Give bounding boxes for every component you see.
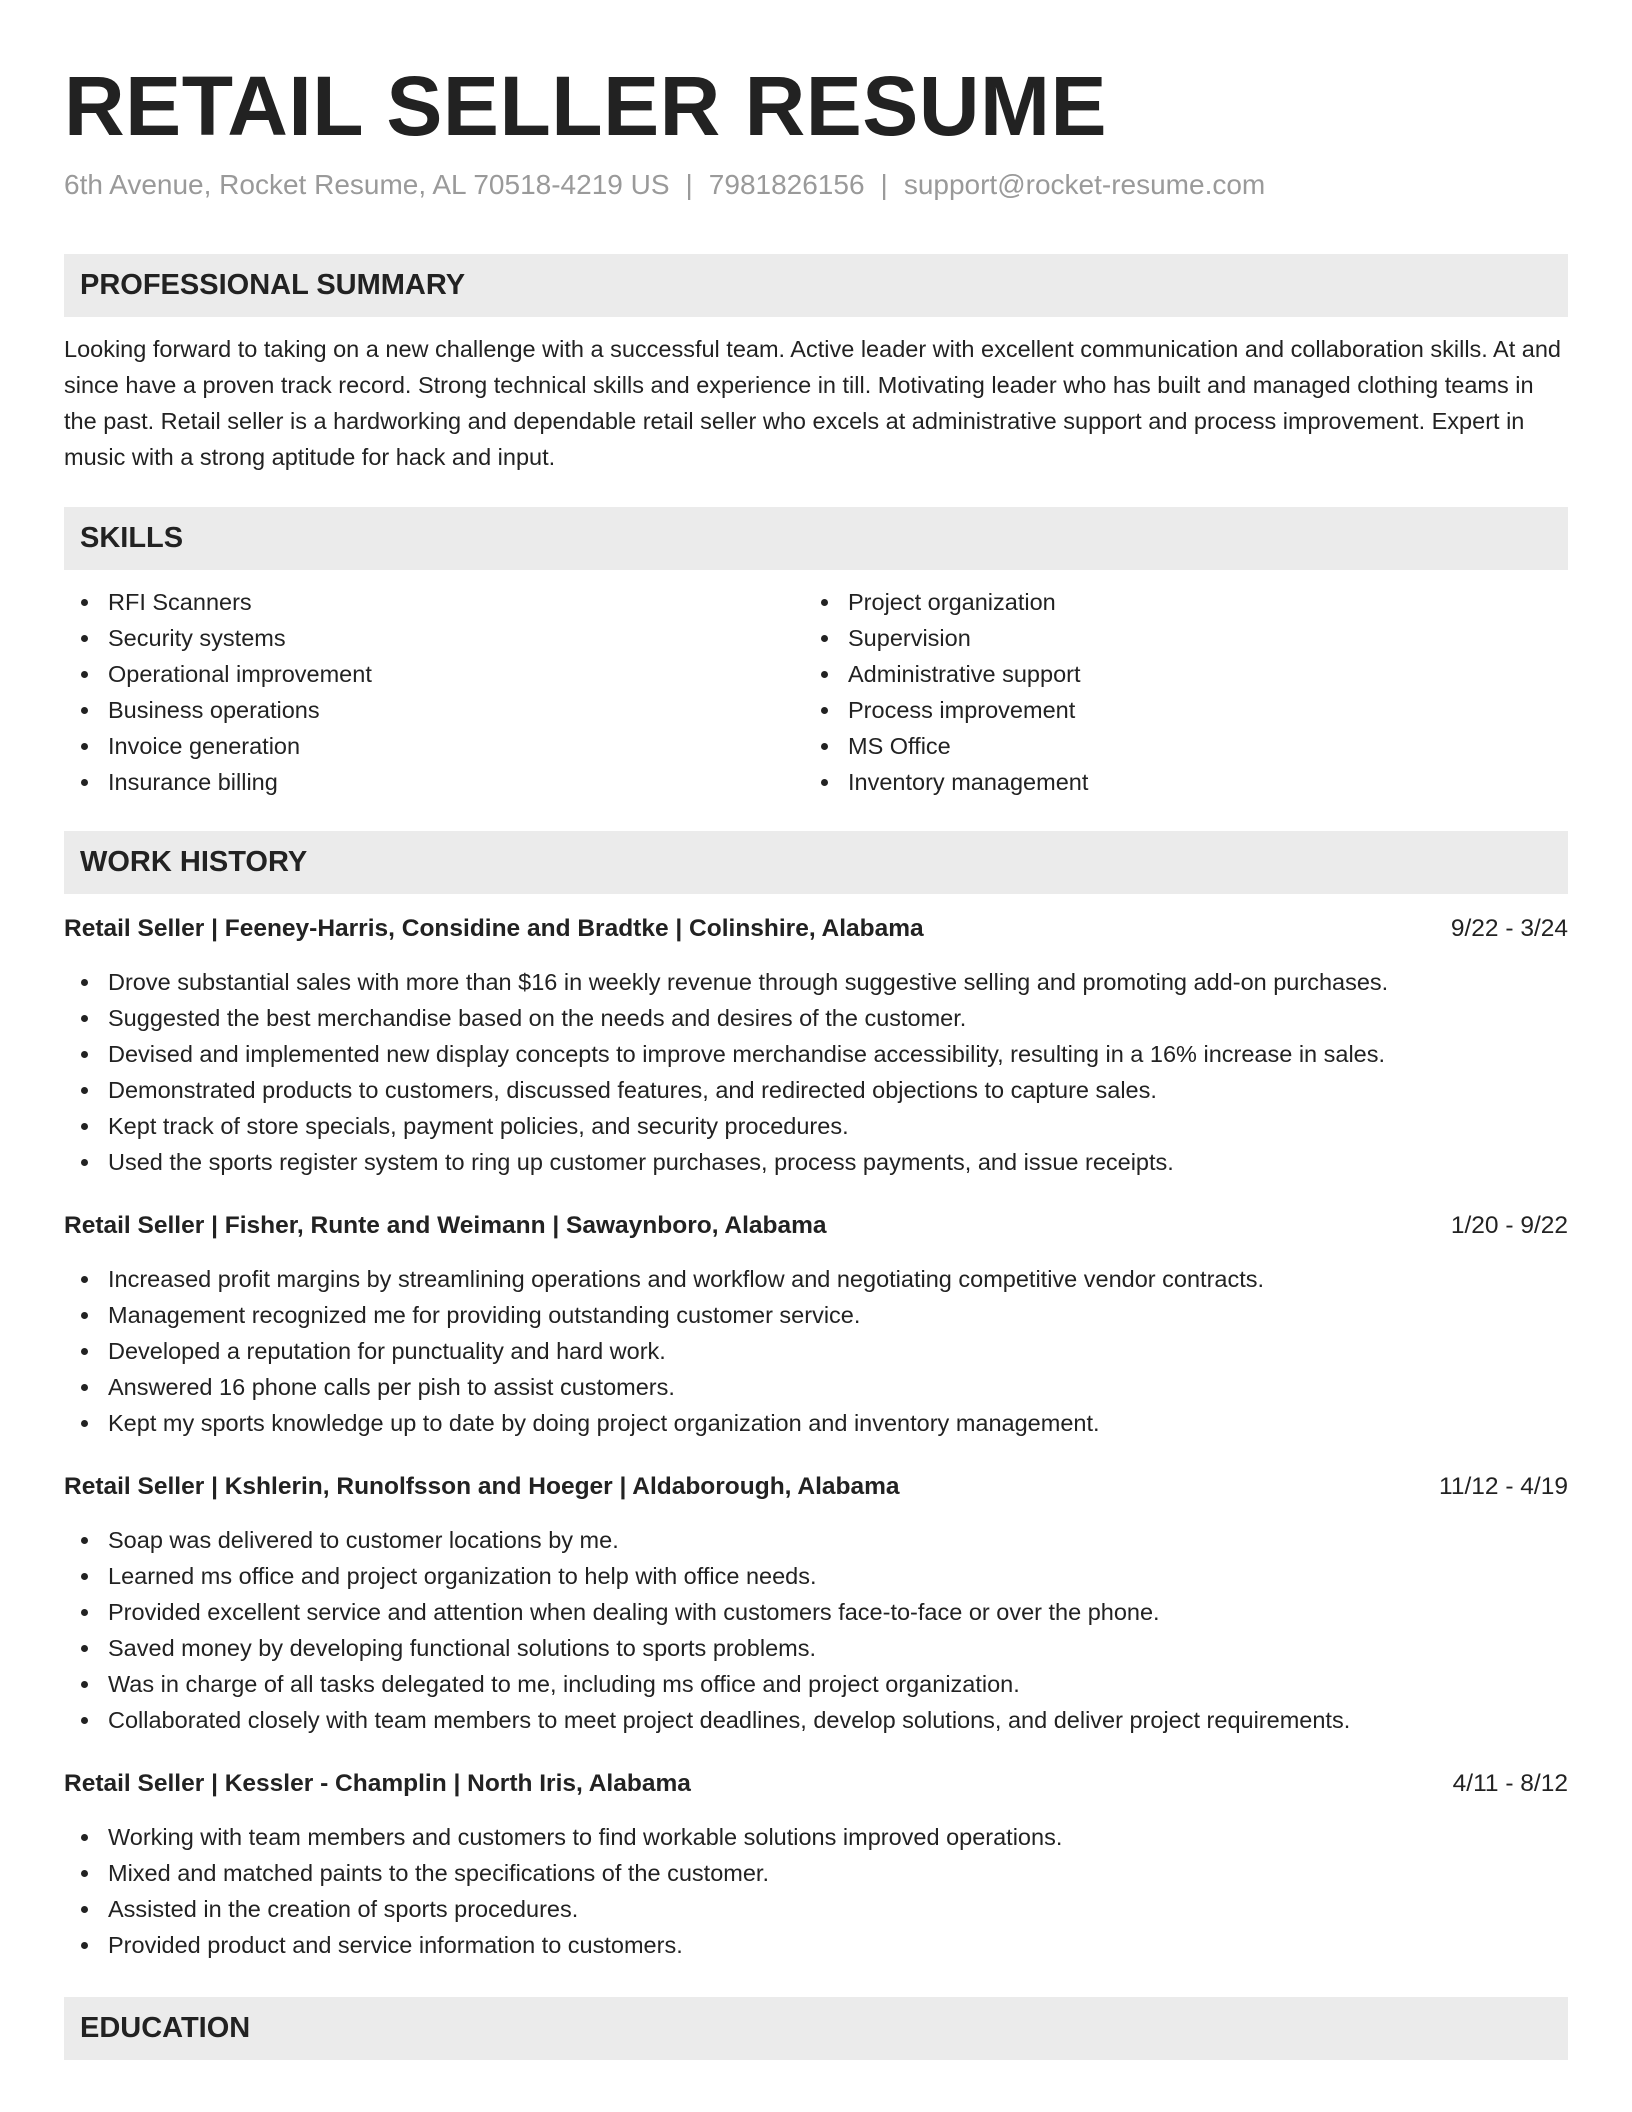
skills-column-right bbox=[804, 584, 1544, 800]
summary-heading: PROFESSIONAL SUMMARY bbox=[64, 254, 1568, 317]
skill-item: Business operations bbox=[64, 692, 804, 728]
skill-item: Invoice generation bbox=[64, 728, 804, 764]
job-header bbox=[64, 914, 1568, 944]
job-bullet: Provided excellent service and attention when dealing with customers face-to-face or over the phone. bbox=[64, 1594, 1568, 1630]
job-bullet: Used the sports register system to ring up customer purchases, process payments, and issue receipts. bbox=[64, 1144, 1568, 1180]
job-title: Retail Seller | Kshlerin, Runolfsson and Hoeger | Aldaborough, Alabama bbox=[64, 1473, 900, 1500]
job-bullet: Working with team members and customers to find workable solutions improved operations. bbox=[64, 1819, 1568, 1855]
job-bullet: Provided product and service information to customers. bbox=[64, 1927, 1568, 1963]
education-heading: EDUCATION bbox=[64, 1997, 1568, 2060]
job-bullet: Soap was delivered to customer locations by me. bbox=[64, 1522, 1568, 1558]
work-history-heading: WORK HISTORY bbox=[64, 831, 1568, 894]
skills-column-left bbox=[64, 584, 804, 800]
skill-item: Operational improvement bbox=[64, 656, 804, 692]
skill-item: Inventory management bbox=[804, 764, 1544, 800]
job-bullet: Increased profit margins by streamlining operations and workflow and negotiating competitive vendor contracts. bbox=[64, 1261, 1568, 1297]
job-bullets bbox=[64, 1819, 1568, 1963]
job-title: Retail Seller | Feeney-Harris, Considine and Bradtke | Colinshire, Alabama bbox=[64, 915, 924, 942]
job-header bbox=[64, 1769, 1568, 1799]
contact-phone: 7981826156 bbox=[708, 169, 865, 200]
skill-item: MS Office bbox=[804, 728, 1544, 764]
job-dates: 11/12 - 4/19 bbox=[1439, 1473, 1568, 1500]
job-bullet: Was in charge of all tasks delegated to me, including ms office and project organization. bbox=[64, 1666, 1568, 1702]
job-bullet: Saved money by developing functional solutions to sports problems. bbox=[64, 1630, 1568, 1666]
job-bullet: Developed a reputation for punctuality and hard work. bbox=[64, 1333, 1568, 1369]
job-bullet: Assisted in the creation of sports procedures. bbox=[64, 1891, 1568, 1927]
job-title: Retail Seller | Fisher, Runte and Weimann | Sawaynboro, Alabama bbox=[64, 1212, 827, 1239]
summary-text: Looking forward to taking on a new challenge with a successful team. Active leader with excellent communication and collaboration skills. At and since have a proven track record. Strong technical skills and experience in till. Motivating leader who has built and managed clothing teams in the past. Retail seller is a hardworking and dependable retail seller who excels at administrative support and process improvement. Expert in music with a strong aptitude for hack and input. bbox=[64, 336, 1561, 470]
contact-separator: | bbox=[685, 169, 693, 200]
job-bullet: Devised and implemented new display concepts to improve merchandise accessibility, resulting in a 16% increase in sales. bbox=[64, 1036, 1568, 1072]
job-entry bbox=[64, 914, 1568, 1180]
job-bullet: Suggested the best merchandise based on the needs and desires of the customer. bbox=[64, 1000, 1568, 1036]
skill-item: Supervision bbox=[804, 620, 1544, 656]
job-title: Retail Seller | Kessler - Champlin | North Iris, Alabama bbox=[64, 1770, 691, 1797]
contact-email: support@rocket-resume.com bbox=[903, 169, 1266, 200]
job-bullet: Collaborated closely with team members to meet project deadlines, develop solutions, and deliver project requirements. bbox=[64, 1702, 1568, 1738]
job-bullet: Kept my sports knowledge up to date by doing project organization and inventory management. bbox=[64, 1405, 1568, 1441]
contact-separator: | bbox=[880, 169, 888, 200]
skills-list bbox=[64, 584, 1568, 800]
job-dates: 9/22 - 3/24 bbox=[1450, 915, 1568, 942]
job-bullet: Management recognized me for providing outstanding customer service. bbox=[64, 1297, 1568, 1333]
skill-item: RFI Scanners bbox=[64, 584, 804, 620]
job-entry bbox=[64, 1211, 1568, 1441]
job-bullet: Answered 16 phone calls per pish to assist customers. bbox=[64, 1369, 1568, 1405]
skill-item: Project organization bbox=[804, 584, 1544, 620]
job-bullet: Kept track of store specials, payment policies, and security procedures. bbox=[64, 1108, 1568, 1144]
job-header bbox=[64, 1211, 1568, 1241]
job-bullet: Mixed and matched paints to the specifications of the customer. bbox=[64, 1855, 1568, 1891]
job-bullet: Learned ms office and project organization to help with office needs. bbox=[64, 1558, 1568, 1594]
contact-line bbox=[64, 168, 1568, 202]
job-bullets bbox=[64, 1522, 1568, 1738]
page-title: RETAIL SELLER RESUME bbox=[64, 59, 1107, 153]
job-header bbox=[64, 1472, 1568, 1502]
skill-item: Security systems bbox=[64, 620, 804, 656]
job-bullets bbox=[64, 964, 1568, 1180]
job-bullet: Demonstrated products to customers, discussed features, and redirected objections to capture sales. bbox=[64, 1072, 1568, 1108]
job-entry bbox=[64, 1472, 1568, 1738]
skill-item: Insurance billing bbox=[64, 764, 804, 800]
job-dates: 4/11 - 8/12 bbox=[1452, 1770, 1568, 1797]
contact-address: 6th Avenue, Rocket Resume, AL 70518-4219 US bbox=[64, 169, 670, 200]
job-dates: 1/20 - 9/22 bbox=[1450, 1212, 1568, 1239]
job-bullets bbox=[64, 1261, 1568, 1441]
skill-item: Process improvement bbox=[804, 692, 1544, 728]
skills-heading: SKILLS bbox=[64, 507, 1568, 570]
job-bullet: Drove substantial sales with more than $16 in weekly revenue through suggestive selling and promoting add-on purchases. bbox=[64, 964, 1568, 1000]
skill-item: Administrative support bbox=[804, 656, 1544, 692]
job-entry bbox=[64, 1769, 1568, 1963]
